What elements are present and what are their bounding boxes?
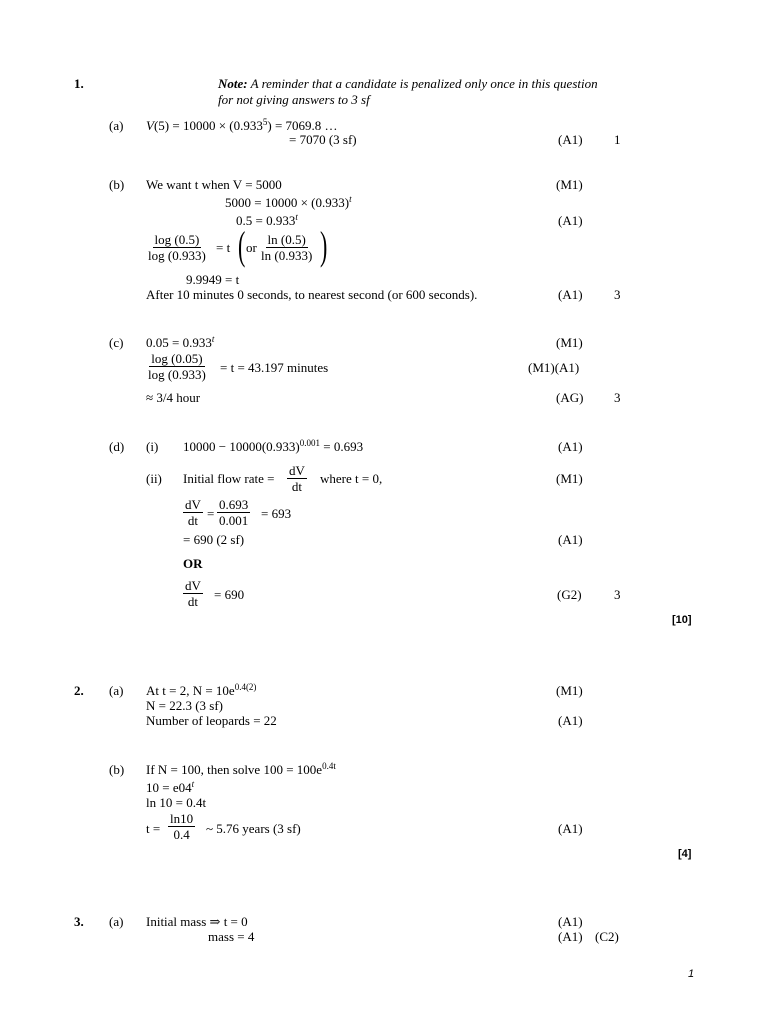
page-number: 1	[688, 968, 695, 980]
q2a-line1-mark: (M1)	[556, 683, 583, 698]
q3a-line2-extra: (C2)	[595, 929, 619, 944]
q2b-line3: ln 10 = 0.4t	[146, 795, 207, 810]
q1-total-marks: [10]	[672, 614, 692, 626]
q1d-ii-fraction: $\frac{dV}{dt}$	[289, 463, 305, 494]
q1a-mark: (A1)	[558, 132, 583, 147]
q1-note: Note: A reminder that a candidate is penalized only once in this question	[218, 76, 598, 91]
q1d-ii-mark: (M1)	[556, 471, 583, 486]
q2b-line2: $10 = e04^t$	[146, 779, 195, 795]
q3a-line1-mark: (A1)	[558, 914, 583, 929]
q2b-fraction: $\frac{\ln 10}{0.4}$	[170, 811, 194, 842]
q1c-line3: ≈ 3/4 hour	[146, 390, 201, 405]
q1c-total: 3	[614, 390, 621, 405]
q1b-left-paren: (	[238, 223, 246, 268]
q3a-line1: Initial mass ⇒ t = 0	[146, 914, 248, 929]
q2-total-marks: [4]	[678, 848, 692, 860]
q1d-dvdt-fraction: $\frac{dV}{dt}$	[185, 497, 201, 528]
q2b-line1: If N = 100, then solve $100 = 100e^{0.4t}$	[146, 761, 336, 777]
q1c-result: = t = 43.197 minutes	[220, 360, 329, 375]
q1b-line6-mark: (A1)	[558, 287, 583, 302]
q1d-line-690: = 690 (2 sf)	[183, 532, 245, 547]
q3a-line2-mark: (A1)	[558, 929, 583, 944]
q1b-line6: After 10 minutes 0 seconds, to nearest second (or 600 seconds).	[146, 287, 478, 302]
q1b-total: 3	[614, 287, 621, 302]
q1d-ii-text: Initial flow rate =	[183, 471, 275, 486]
q1d-part: (d)	[109, 439, 125, 454]
q2a-part: (a)	[109, 683, 124, 698]
q1c-fraction: $\frac{\log (0.05)}{\log (0.933)}$	[148, 351, 206, 382]
q1d-ii-where: where t = 0,	[320, 471, 383, 486]
q1a-line2: = 7070 (3 sf)	[289, 132, 357, 147]
q2a-line1: At t = 2, $N = 10e^{0.4(2)}$	[146, 682, 257, 698]
q1d-total: 3	[614, 587, 621, 602]
q1d-i-text: $10000 - 10000(0.933)^{0.001} = 0.693$	[183, 438, 364, 454]
q2b-mark: (A1)	[558, 821, 583, 836]
q1b-fraction-ln: $\frac{\ln (0.5)}{\ln (0.933)}$	[261, 232, 313, 263]
q1d-value-result: = 693	[261, 506, 292, 521]
q1b-line3: $0.5 = 0.933^t$	[236, 212, 298, 228]
q1b-or: or	[246, 240, 257, 255]
q1b-part: (b)	[109, 177, 125, 192]
q1c-part: (c)	[109, 335, 124, 350]
q1d-i-mark: (A1)	[558, 439, 583, 454]
q1b-right-paren: )	[320, 223, 328, 268]
q1b-line1: We want t when V = 5000	[146, 177, 282, 192]
q1d-ii-label: (ii)	[146, 471, 162, 486]
q1a-total: 1	[614, 132, 621, 147]
q1-note-line2: for not giving answers to 3 sf	[218, 92, 370, 107]
q1d-equals: =	[207, 506, 215, 521]
q2b-result: ~ 5.76 years (3 sf)	[206, 821, 301, 836]
q1c-result-mark: (M1)(A1)	[528, 360, 580, 375]
q2b-t-eq: t =	[146, 821, 161, 836]
q1b-line1-mark: (M1)	[556, 177, 583, 192]
q1d-alt-mark: (G2)	[557, 587, 582, 602]
q2a-line3: Number of leopards = 22	[146, 713, 277, 728]
q1d-line-690-mark: (A1)	[558, 532, 583, 547]
q1b-line3-mark: (A1)	[558, 213, 583, 228]
q1a-part: (a)	[109, 118, 124, 133]
q1d-alt-result: = 690	[214, 587, 245, 602]
q1c-line3-mark: (AG)	[556, 390, 584, 405]
q3a-line2: mass = 4	[208, 929, 255, 944]
q1d-value-fraction: $\frac{0.693}{0.001}$	[219, 497, 249, 528]
q1b-line5: 9.9949 = t	[186, 272, 240, 287]
q1c-line1: $0.05 = 0.933^t$	[146, 334, 215, 350]
q2b-part: (b)	[109, 762, 125, 777]
q1b-fraction-log: $\frac{\log (0.5)}{\log (0.933)}$	[148, 232, 206, 263]
q1b-eq-t: = t	[216, 240, 231, 255]
q1d-or: OR	[183, 556, 203, 571]
q1b-line2: $5000 = 10000 \times (0.933)^t$	[225, 194, 352, 210]
q1a-line1: $V(5) = 10000 \times (0.933^5) = 7069.8$ …	[146, 117, 338, 133]
q1-number: 1.	[74, 76, 84, 91]
q1c-line1-mark: (M1)	[556, 335, 583, 350]
q1d-i-label: (i)	[146, 439, 159, 454]
q2-number: 2.	[74, 683, 84, 698]
q2a-line3-mark: (A1)	[558, 713, 583, 728]
q3-number: 3.	[74, 914, 84, 929]
q1d-alt-fraction: $\frac{dV}{dt}$	[185, 578, 201, 609]
q3a-part: (a)	[109, 914, 124, 929]
q2a-line2: N = 22.3 (3 sf)	[146, 698, 224, 713]
